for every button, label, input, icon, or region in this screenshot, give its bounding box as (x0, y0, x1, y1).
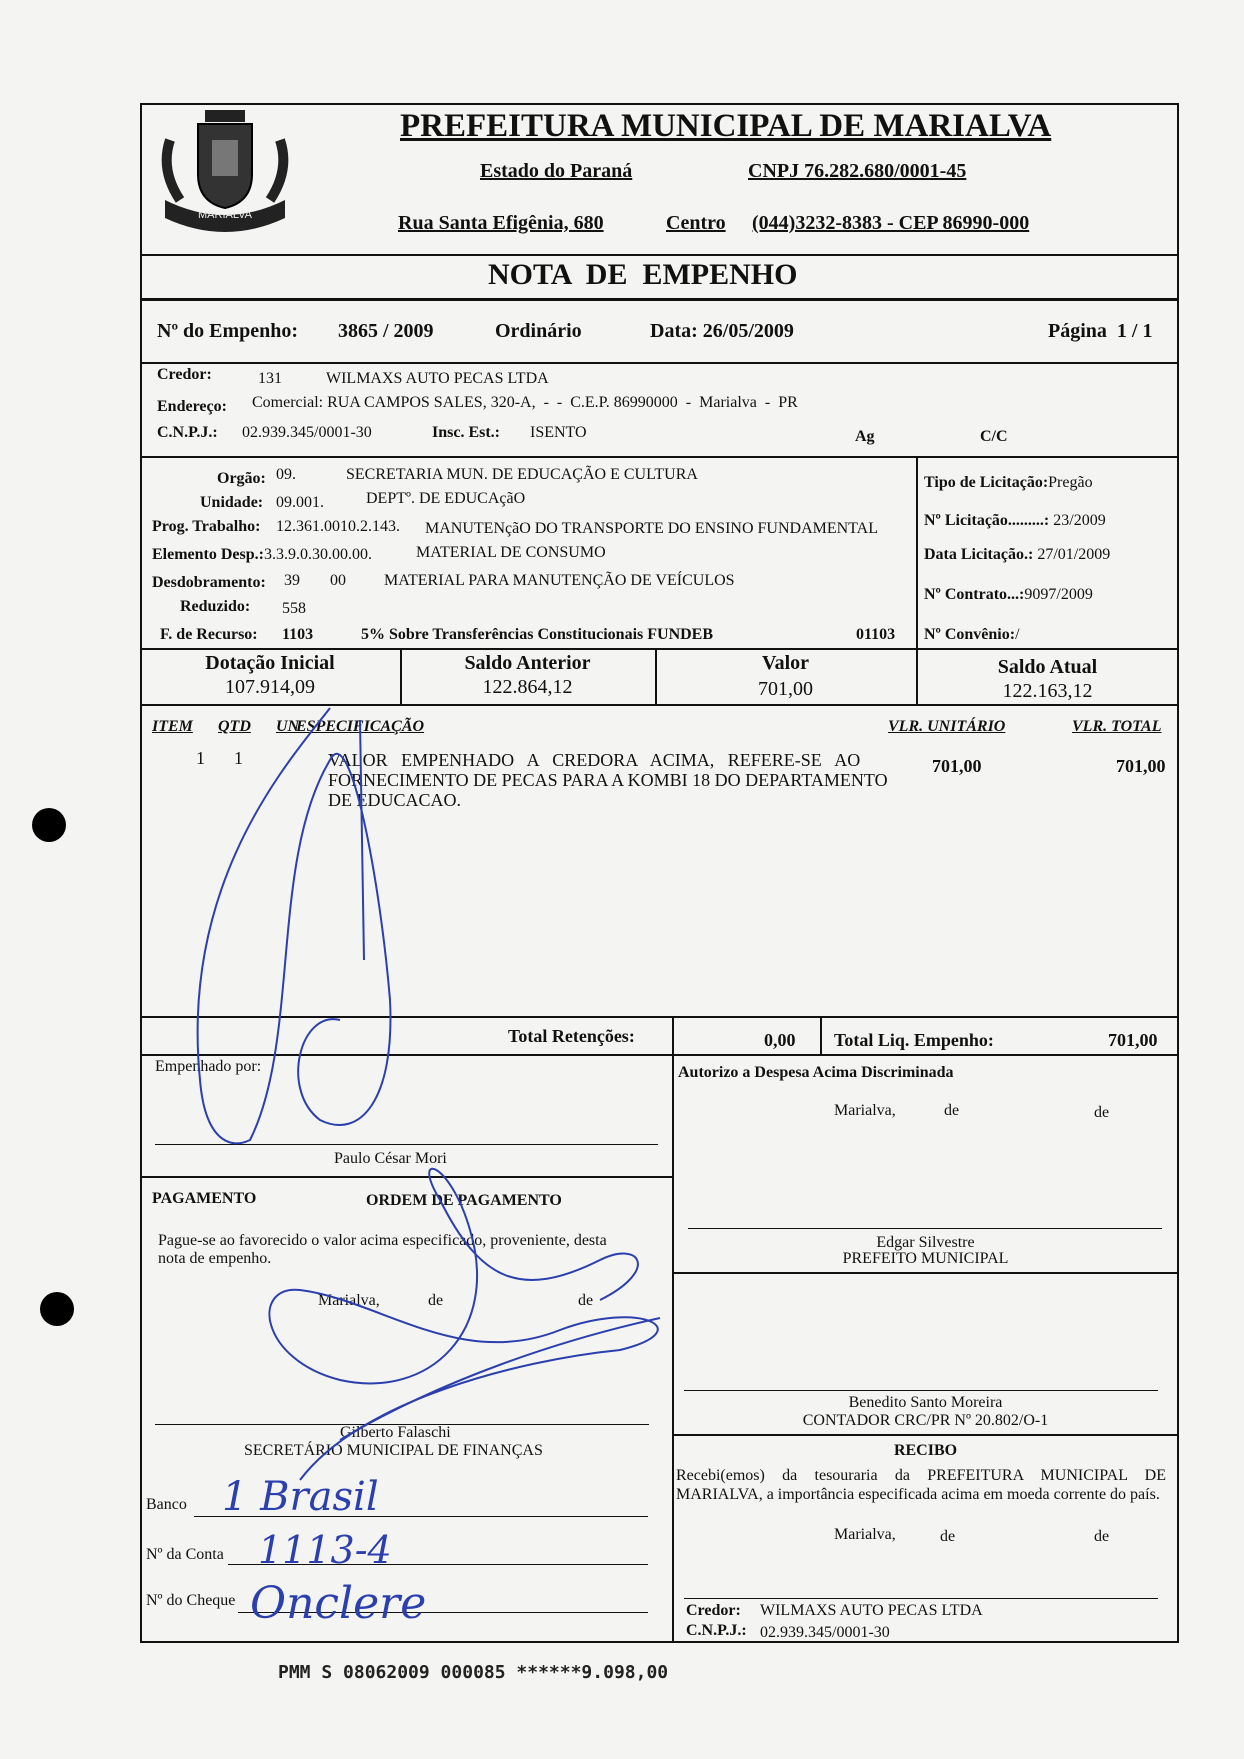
orcamento-divider-v (916, 456, 918, 650)
state-name: Estado do Paraná (480, 160, 633, 182)
recurso-number: 01103 (856, 626, 896, 643)
totals-sep-1 (672, 1016, 674, 1056)
recurso-code: 1103 (282, 626, 314, 643)
footer-cnpj: 02.939.345/0001-30 (760, 1624, 890, 1641)
item-total-value: 701,00 (1116, 756, 1166, 776)
ordem-de-2: de (578, 1292, 594, 1309)
col-valor-total: VLR. TOTAL (1072, 718, 1162, 735)
col-un: UN (276, 718, 300, 735)
elemento-label: Elemento Desp.: (152, 546, 264, 563)
item-unit-value: 701,00 (932, 756, 982, 776)
ordem-de-1: de (428, 1292, 444, 1309)
totals-bottom-line (140, 1054, 1179, 1056)
item-desc-line1: VALOR EMPENHADO A CREDORA ACIMA, REFERE-SE AO (328, 750, 861, 770)
account-label: C/C (980, 428, 1008, 445)
convenio-label: Nº Convênio:/ (924, 626, 1020, 643)
empenho-type: Ordinário (495, 320, 582, 342)
punch-hole-top (32, 808, 66, 842)
credor-footer-line (684, 1598, 1158, 1599)
orcamento-divider (140, 648, 1179, 650)
paulo-name: Paulo César Mori (334, 1150, 447, 1167)
autorizo-de-1: de (944, 1102, 960, 1119)
banco-label: Banco (146, 1496, 187, 1513)
benedito-name: Benedito Santo Moreira (848, 1394, 1003, 1411)
gilberto-name: Gilberto Falaschi (340, 1424, 451, 1441)
cheque-label: Nº do Cheque (146, 1592, 236, 1609)
insc-value: ISENTO (530, 424, 587, 441)
footer-credor-name: WILMAXS AUTO PECAS LTDA (760, 1602, 983, 1619)
phone-cep: (044)3232-8383 - CEP 86990-000 (752, 212, 1030, 234)
saldo-atual-value: 122.163,12 (1002, 680, 1093, 702)
unidade-name: DEPTº. DE EDUCAçãO (366, 490, 526, 507)
saldos-divider (140, 704, 1179, 706)
cnpj-label: C.N.P.J.: (157, 424, 218, 441)
district: Centro (666, 212, 726, 234)
contador-sign-line (684, 1390, 1158, 1391)
municipality-title: PREFEITURA MUNICIPAL DE MARIALVA (400, 108, 1052, 144)
recibo-de-1: de (940, 1528, 956, 1545)
credor-code: 131 (258, 370, 282, 387)
retencoes-value: 0,00 (764, 1030, 796, 1050)
conta-label: Nº da Conta (146, 1546, 224, 1563)
contador-bottom-line (672, 1434, 1179, 1436)
licitacao-number-label: Nº Licitação.........: 23/2009 (924, 512, 1106, 529)
saldo-anterior-value: 122.864,12 (482, 676, 573, 698)
elemento-code: 3.3.9.0.30.00.00. (264, 546, 372, 563)
empenho-date: Data: 26/05/2009 (650, 320, 794, 342)
pague-line2: nota de empenho. (158, 1250, 272, 1267)
cnpj-header: CNPJ 76.282.680/0001-45 (748, 160, 967, 182)
unidade-label: Unidade: (200, 494, 264, 511)
prog-code: 12.361.0010.2.143. (276, 518, 400, 535)
liquido-label: Total Liq. Empenho: (834, 1030, 994, 1050)
prefeito-sign-line (688, 1228, 1162, 1229)
unidade-code: 09.001. (276, 494, 324, 511)
cheque-handwritten: Onclere (250, 1578, 427, 1629)
footer-credor-label: Credor: (686, 1602, 741, 1619)
agency-label: Ag (855, 428, 875, 445)
elemento-name: MATERIAL DE CONSUMO (416, 544, 606, 561)
recibo-label: RECIBO (893, 1442, 958, 1459)
empenho-divider (140, 362, 1179, 364)
bank-stamp: PMM S 08062009 000085 ******9.098,00 (278, 1662, 669, 1683)
title-divider (140, 298, 1179, 301)
licitacao-type-label: Tipo de Licitação:Pregão (924, 474, 1093, 491)
credor-address: Comercial: RUA CAMPOS SALES, 320-A, - - C.E.P. 86990000 - Marialva - PR (252, 394, 798, 411)
svg-text:MARIALVA: MARIALVA (198, 209, 252, 221)
credor-cnpj: 02.939.345/0001-30 (242, 424, 372, 441)
conta-handwritten: 1113-4 (258, 1528, 392, 1572)
credor-label: Credor: (157, 366, 212, 383)
document-title: NOTA DE EMPENHO (488, 258, 798, 291)
signature-sep (672, 1054, 674, 1643)
empenhado-sign-line (155, 1144, 658, 1145)
punch-hole-bottom (40, 1292, 74, 1326)
recibo-city: Marialva, (834, 1526, 896, 1543)
credor-divider (140, 456, 1179, 458)
col-qtd: QTD (218, 718, 251, 735)
edgar-name: Edgar Silvestre (876, 1234, 975, 1251)
street-address: Rua Santa Efigênia, 680 (398, 212, 604, 234)
totals-top-line (140, 1016, 1179, 1018)
licitacao-date-label: Data Licitação.: 27/01/2009 (924, 546, 1111, 563)
item-desc-line2: FORNECIMENTO DE PECAS PARA A KOMBI 18 DO DEPARTAMENTO (328, 770, 888, 790)
orgao-code: 09. (276, 466, 296, 483)
item-qty: 1 (234, 748, 243, 768)
desdobramento-code-1: 39 (284, 572, 300, 589)
prefeito-bottom-line (672, 1272, 1179, 1274)
footer-cnpj-label: C.N.P.J.: (686, 1622, 747, 1639)
col-item: ITEM (152, 718, 193, 735)
empenhado-por-label: Empenhado por: (155, 1058, 262, 1075)
prefeito-title: PREFEITO MUNICIPAL (842, 1250, 1009, 1267)
col-valor-unitario: VLR. UNITÁRIO (888, 718, 1006, 735)
contrato-label: Nº Contrato...:9097/2009 (924, 586, 1093, 603)
autorizo-label: Autorizo a Despesa Acima Discriminada (678, 1064, 954, 1081)
pague-line1: Pague-se ao favorecido o valor acima especificado, proveniente, desta (158, 1232, 607, 1249)
empenho-number-label: Nº do Empenho: (157, 320, 299, 342)
col-especificacao: ESPECIFICAÇÃO (296, 718, 425, 735)
reduzido-label: Reduzido: (180, 598, 251, 615)
saldo-atual-label: Saldo Atual (997, 656, 1098, 678)
secretario-title: SECRETÁRIO MUNICIPAL DE FINANÇAS (244, 1442, 543, 1459)
banco-handwritten: 1 Brasil (222, 1474, 379, 1520)
desdobramento-code-2: 00 (330, 572, 346, 589)
header-divider (140, 254, 1179, 256)
liquido-value: 701,00 (1108, 1030, 1158, 1050)
saldo-anterior-label: Saldo Anterior (464, 652, 591, 674)
crest-logo (150, 100, 300, 245)
page-number: Página 1 / 1 (1048, 320, 1153, 342)
item-desc-line3: DE EDUCACAO. (328, 790, 461, 810)
recurso-name: 5% Sobre Transferências Constitucionais FUNDEB (361, 626, 714, 643)
totals-sep-2 (820, 1016, 822, 1056)
orgao-name: SECRETARIA MUN. DE EDUCAÇÃO E CULTURA (346, 466, 698, 483)
prog-name: MANUTENçãO DO TRANSPORTE DO ENSINO FUNDAMENTAL (425, 520, 878, 537)
reduzido-value: 558 (282, 600, 306, 617)
recibo-de-2: de (1094, 1528, 1110, 1545)
autorizo-de-2: de (1094, 1104, 1110, 1121)
prog-label: Prog. Trabalho: (152, 518, 261, 535)
valor-value: 701,00 (758, 678, 813, 700)
pagamento-top-line (140, 1176, 672, 1178)
contador-title: CONTADOR CRC/PR Nº 20.802/O-1 (802, 1412, 1049, 1429)
retencoes-label: Total Retenções: (508, 1026, 635, 1046)
recurso-label: F. de Recurso: (160, 626, 258, 643)
orgao-label: Orgão: (217, 470, 266, 487)
pagamento-label: PAGAMENTO (152, 1190, 257, 1207)
dotacao-value: 107.914,09 (225, 676, 315, 698)
recibo-text: Recebi(emos) da tesouraria da PREFEITURA MUNICIPAL DE MARIALVA, a importância especificada acima em moeda corrente do país. (676, 1467, 1166, 1503)
empenho-number: 3865 / 2009 (338, 320, 434, 342)
item-number: 1 (196, 748, 205, 768)
ordem-city: Marialva, (318, 1292, 380, 1309)
autorizo-city: Marialva, (834, 1102, 896, 1119)
address-label: Endereço: (157, 398, 227, 415)
insc-label: Insc. Est.: (432, 424, 501, 441)
ordem-pagamento-label: ORDEM DE PAGAMENTO (366, 1192, 562, 1209)
desdobramento-name: MATERIAL PARA MANUTENÇÃO DE VEÍCULOS (384, 572, 735, 589)
desdobramento-label: Desdobramento: (152, 574, 266, 591)
valor-label: Valor (761, 652, 810, 674)
dotacao-label: Dotação Inicial (205, 652, 335, 674)
credor-name: WILMAXS AUTO PECAS LTDA (326, 370, 549, 387)
